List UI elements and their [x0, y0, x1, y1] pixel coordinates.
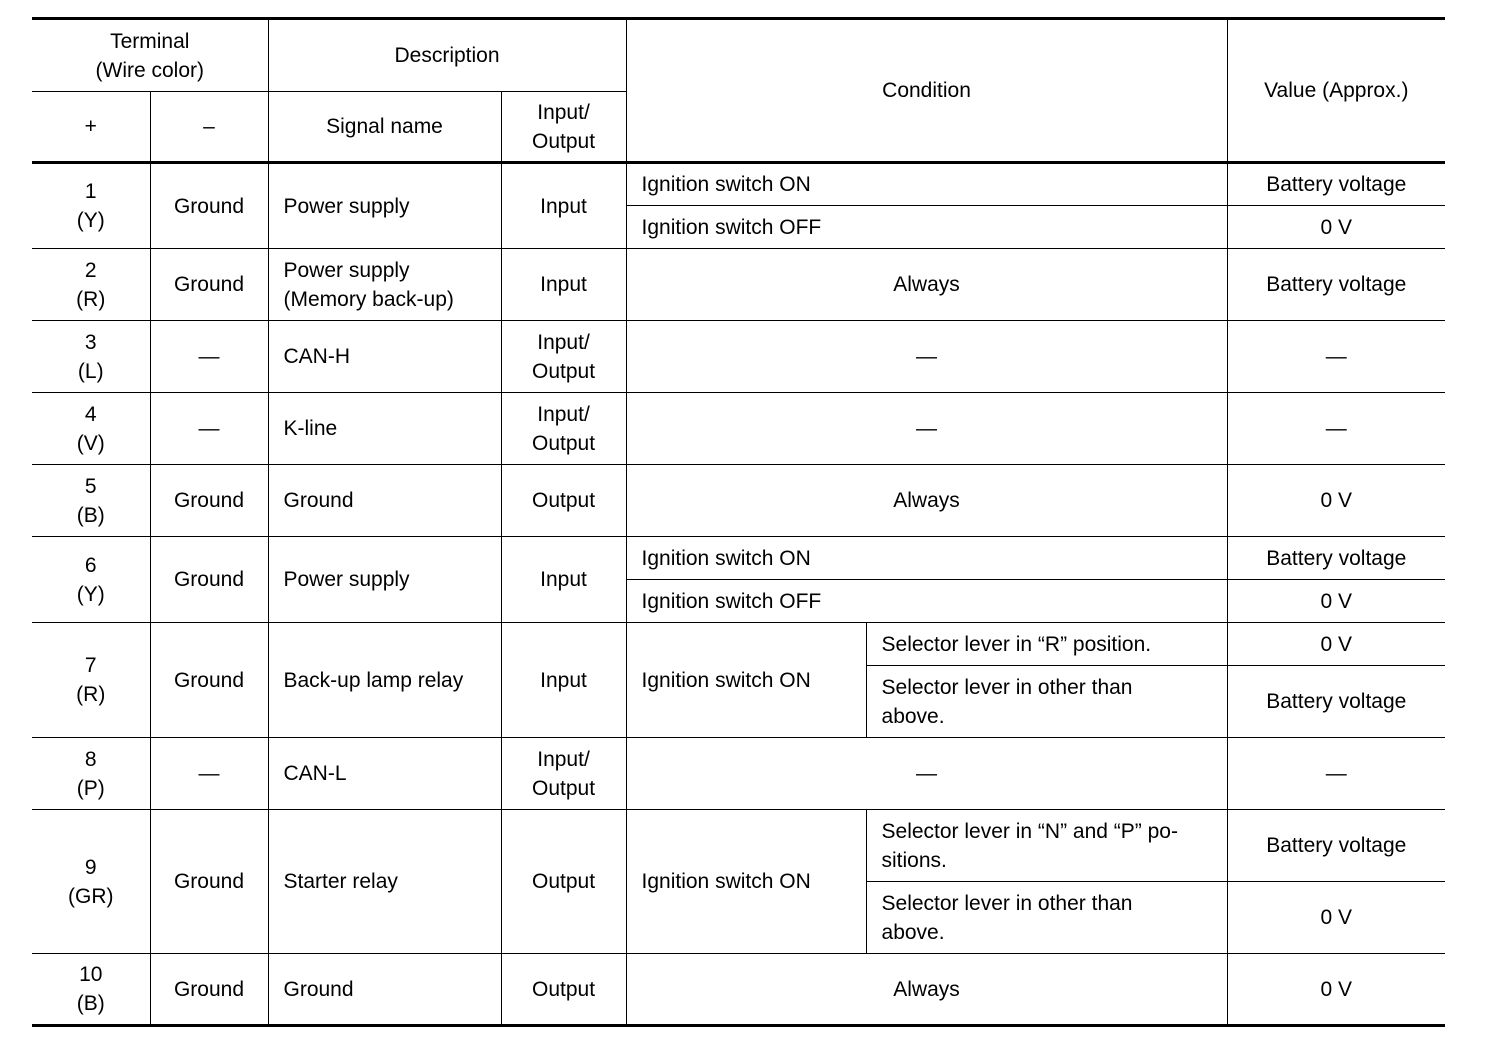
- minus-cell: Ground: [150, 163, 268, 249]
- io-cell: [501, 738, 626, 810]
- signal-line1: Power supply: [283, 258, 410, 282]
- value-cell: 0 V: [1227, 882, 1445, 954]
- subcondition-line2: sitions.: [881, 848, 947, 872]
- subcondition-cell: [866, 810, 1227, 882]
- wire-color: (V): [76, 431, 105, 455]
- terminal-cell: [32, 321, 150, 393]
- terminal-number: 5: [84, 474, 97, 498]
- terminal-cell: [32, 623, 150, 738]
- condition-cell: Always: [626, 465, 1227, 537]
- minus-cell: Ground: [150, 537, 268, 623]
- terminal-number: 8: [84, 747, 97, 771]
- terminal-number: 1: [84, 180, 97, 203]
- io-cell: [501, 321, 626, 393]
- terminal-cell: [32, 465, 150, 537]
- table-row: [32, 249, 1445, 321]
- terminal-number: 3: [84, 330, 97, 354]
- condition-cell: Ignition switch ON: [626, 537, 1227, 580]
- subcondition-cell: [866, 666, 1227, 738]
- table-row: [32, 810, 1445, 882]
- io-header: [501, 92, 626, 163]
- terminal-number: 4: [84, 402, 97, 426]
- signal-line2: (Memory back-up): [283, 287, 454, 311]
- signal-cell: Starter relay: [268, 810, 501, 954]
- terminal-header-text: Terminal: [110, 29, 190, 53]
- wire-color: (R): [76, 683, 106, 706]
- terminal-number: 7: [84, 654, 97, 677]
- io-cell: Input: [501, 623, 626, 738]
- terminal-number: 6: [84, 553, 97, 577]
- table-row: [32, 623, 1445, 666]
- terminal-cell: [32, 738, 150, 810]
- value-cell: —: [1227, 321, 1445, 393]
- io-header-line1: Input/: [537, 100, 590, 124]
- table-row: [32, 393, 1445, 465]
- terminal-cell: [32, 810, 150, 954]
- wire-color: (L): [77, 359, 104, 383]
- value-cell: —: [1227, 393, 1445, 465]
- signal-name-header: Signal name: [268, 92, 501, 163]
- io-line2: Output: [531, 359, 596, 383]
- signal-cell: Ground: [268, 954, 501, 1026]
- io-header-line2: Output: [531, 129, 596, 153]
- table-row: [32, 537, 1445, 580]
- table-row: [32, 954, 1445, 1026]
- subcondition-line2: above.: [881, 920, 945, 944]
- minus-cell: Ground: [150, 249, 268, 321]
- terminal-cell: [32, 163, 150, 249]
- subcondition-line2: above.: [881, 704, 945, 728]
- terminal-number: 10: [79, 963, 103, 986]
- minus-cell: —: [150, 321, 268, 393]
- value-header: Value (Approx.): [1227, 19, 1445, 163]
- condition-header: Condition: [626, 19, 1227, 163]
- signal-cell: Power supply: [268, 537, 501, 623]
- wire-color: (GR): [68, 884, 114, 908]
- signal-cell: Ground: [268, 465, 501, 537]
- signal-cell: K-line: [268, 393, 501, 465]
- table-row: [32, 321, 1445, 393]
- io-cell: [501, 393, 626, 465]
- terminal-number: 2: [84, 258, 97, 282]
- value-cell: Battery voltage: [1227, 537, 1445, 580]
- condition-cell: —: [626, 738, 1227, 810]
- condition-cell: —: [626, 321, 1227, 393]
- minus-header: –: [150, 92, 268, 163]
- condition-cell: Ignition switch ON: [626, 810, 866, 954]
- minus-cell: —: [150, 738, 268, 810]
- condition-cell: Always: [626, 954, 1227, 1026]
- condition-cell: Always: [626, 249, 1227, 321]
- io-line2: Output: [531, 776, 596, 800]
- wire-color: (B): [76, 992, 105, 1015]
- terminal-spec-table: [32, 17, 1445, 1027]
- wire-color: (P): [76, 776, 105, 800]
- value-cell: 0 V: [1227, 623, 1445, 666]
- plus-header: +: [32, 92, 150, 163]
- wire-color: (Y): [76, 582, 105, 606]
- value-cell: Battery voltage: [1227, 666, 1445, 738]
- table-row: [32, 465, 1445, 537]
- subcondition-line1: Selector lever in other than: [881, 675, 1133, 699]
- condition-cell: Ignition switch ON: [626, 163, 1227, 206]
- io-cell: Output: [501, 954, 626, 1026]
- description-header: Description: [268, 19, 626, 92]
- value-cell: Battery voltage: [1227, 249, 1445, 321]
- subcondition-cell: Selector lever in “R” position.: [866, 623, 1227, 666]
- minus-cell: Ground: [150, 954, 268, 1026]
- terminal-cell: [32, 954, 150, 1026]
- value-cell: Battery voltage: [1227, 810, 1445, 882]
- io-cell: Input: [501, 537, 626, 623]
- value-cell: 0 V: [1227, 206, 1445, 249]
- io-cell: Input: [501, 163, 626, 249]
- condition-cell: Ignition switch ON: [626, 623, 866, 738]
- wire-color: (R): [76, 287, 106, 311]
- signal-cell: [268, 249, 501, 321]
- minus-cell: Ground: [150, 623, 268, 738]
- io-line1: Input/: [537, 747, 590, 771]
- subcondition-cell: [866, 882, 1227, 954]
- subcondition-line1: Selector lever in other than: [881, 891, 1133, 915]
- terminal-number: 9: [84, 855, 97, 879]
- value-cell: —: [1227, 738, 1445, 810]
- minus-cell: —: [150, 393, 268, 465]
- signal-cell: CAN-H: [268, 321, 501, 393]
- terminal-cell: [32, 537, 150, 623]
- minus-cell: Ground: [150, 465, 268, 537]
- wire-color-header-text: (Wire color): [95, 58, 204, 82]
- condition-cell: Ignition switch OFF: [626, 206, 1227, 249]
- value-cell: 0 V: [1227, 465, 1445, 537]
- signal-cell: Back-up lamp relay: [268, 623, 501, 738]
- condition-cell: Ignition switch OFF: [626, 580, 1227, 623]
- io-line2: Output: [531, 431, 596, 455]
- io-cell: Output: [501, 810, 626, 954]
- value-cell: Battery voltage: [1227, 163, 1445, 206]
- io-cell: Input: [501, 249, 626, 321]
- subcondition-line1: Selector lever in “N” and “P” po-: [881, 819, 1178, 843]
- value-cell: 0 V: [1227, 954, 1445, 1026]
- wire-color: (B): [76, 503, 105, 527]
- value-cell: 0 V: [1227, 580, 1445, 623]
- terminal-cell: [32, 249, 150, 321]
- table-row: [32, 738, 1445, 810]
- table-row: [32, 163, 1445, 206]
- signal-cell: Power supply: [268, 163, 501, 249]
- wire-color: (Y): [76, 209, 105, 232]
- minus-cell: Ground: [150, 810, 268, 954]
- terminal-header: [32, 19, 268, 92]
- io-line1: Input/: [537, 330, 590, 354]
- io-cell: Output: [501, 465, 626, 537]
- io-line1: Input/: [537, 402, 590, 426]
- header-row-1: [32, 19, 1445, 92]
- terminal-cell: [32, 393, 150, 465]
- condition-cell: —: [626, 393, 1227, 465]
- signal-cell: CAN-L: [268, 738, 501, 810]
